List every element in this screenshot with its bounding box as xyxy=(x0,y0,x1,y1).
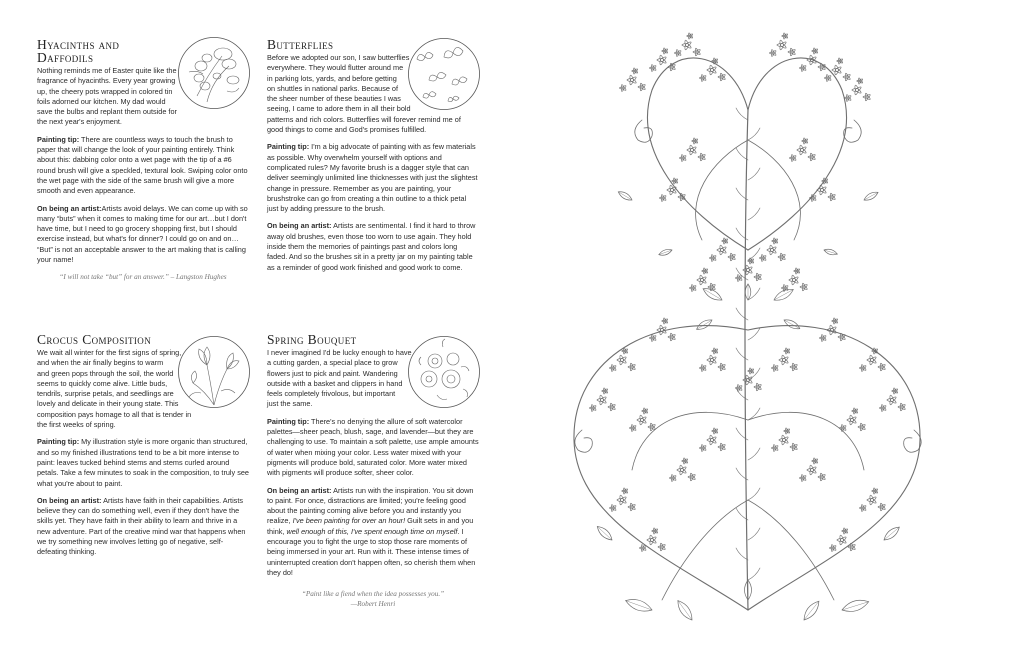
hyacinths-artist: On being an artist:Artists avoid delays. We can come up with so many “buts” when it comes to making time for our art…but I don't have time, but I need to go grocery shopping first, but I should exercise instead, but what's for dinner? I could go on and on… “But” is not an acceptable answer to the art making that is calling your name! xyxy=(37,203,248,265)
hyacinth-circle-icon xyxy=(177,36,251,110)
butterflies-tip: Painting tip: I'm a big advocate of painting with as few materials as possible. Why overwhelm yourself with options and complicated rules? My favorite brush is a dagger style that can deliver seemingly unlimited line thicknesses with just the slightest change in pressure. Remember as you are painting, your brushstroke can go from creating a thin outline to a thick petal just by adding pressure to the brush. xyxy=(267,142,478,214)
section-title: Crocus Composition xyxy=(37,332,152,347)
bouquet-artist: On being an artist: Artists run with the inspiration. You sit down to paint. For once, distractions are limited; you're feeling good about the painting coming alive before you and instantly you realize, I've been painting for over an hour! Guilt sets in and you think, well enough of this, I've spent enough time on myself. I encourage you to fight the urge to stop those rare moments of being immersed in your art. Run with it. These intense times of uninterrupted creation don't happen often, so cherish them when they do! xyxy=(267,485,476,577)
section-title: Hyacinths and Daffodils xyxy=(37,37,120,65)
crocus-artist: On being an artist: Artists have faith in their capabilities. Artists believe they can do something well, even if they don't have the skills yet. They have faith in their ability to learn and thrive in a new adventure. Part of the creative mind war that happens when we try something new involves letting go of negative, self- defeating thinking. xyxy=(37,495,246,557)
bouquet-quote: “Paint like a fiend when the idea possesses you.” xyxy=(301,590,445,599)
section-crocus xyxy=(37,333,249,565)
butterflies-artist: On being an artist: Artists are sentimental. I find it hard to throw away old brushes, even those too worn to use again. They hold inside them the memories of paintings past and colors long faded. And so the brushes sit in a pretty jar on my painting table as a reminder of good work finished and good work to come. xyxy=(267,221,476,272)
floral-illustration xyxy=(512,0,1024,663)
crocus-intro: We wait all winter for the first signs of spring, and when the air finally begins to warm and green pops through the soil, the world seems to quickly come alive. Little buds, tendrils, surprise petals, and seedlings are lovely and delicate in their young state. This composition pays homage to all that is tender in the first weeks of spring. xyxy=(37,348,192,430)
bouquet-tip: Painting tip: There's no denying the allure of soft watercolor palettes—sheer peach, blush, sage, and lavender—but they are challenging to use. To maintain a soft palette, use ample amounts of water when mixing your color. Less water mixed with your pigments will produce bold, saturated color. More water mixed with pigments will produce softer, sheer color. xyxy=(267,416,479,478)
section-butterflies xyxy=(267,38,479,280)
crocus-circle-icon xyxy=(177,335,251,409)
bouquet-circle-icon xyxy=(407,335,481,409)
hyacinths-intro: Nothing reminds me of Easter quite like the fragrance of hyacinths. Every year growing up, the cheery pots wrapped in colored tin foils adorned our kitchen. My dad would save the bulbs and replant them outside for the next year's enjoyment. xyxy=(37,66,177,127)
bouquet-quote-author: —Robert Henri xyxy=(350,600,396,609)
butterfly-circle-icon xyxy=(407,37,481,111)
section-bouquet xyxy=(267,333,479,609)
section-title: Spring Bouquet xyxy=(267,332,357,347)
section-hyacinths xyxy=(37,38,249,283)
section-title: Butterflies xyxy=(267,37,334,52)
hyacinths-quote: “I will not take “but” for an answer.” – Langston Hughes xyxy=(59,273,227,282)
butterflies-intro: Before we adopted our son, I saw butterflies everywhere. They would flutter around me in parking lots, yards, and before getting on shuttles in national parks. Because of the sheer number of these beauties I was seeing, I came to adore them in all their bold patterns and rich colors. Butterflies will forever remind me of good things to come and God's promises fulfilled. xyxy=(267,53,461,135)
crocus-tip: Painting tip: My illustration style is more organic than structured, and so my finished illustrations tend to be a bit more intense to paint: leaves tucked behind stems and stems curled around petals. Take a few minutes to soak in the composition, to truly see what you're about to paint. xyxy=(37,437,249,488)
bouquet-intro: I never imagined I'd be lucky enough to have a cutting garden, a special place to grow flowers just to pick and paint. Wandering outside with a basket and clippers in hand feels completely frivolous, but important just the same. xyxy=(267,348,412,409)
right-page xyxy=(512,0,1024,663)
hyacinths-tip: Painting tip: There are countless ways to touch the brush to paper that will change the look of your painting entirely. Think about this: dabbing color onto a wet page with the tip of a #6 round brush will give a speckled, textural look. Swiping color onto the wet page with the side of the same brush will give a more smooth and even appearance. xyxy=(37,134,248,196)
